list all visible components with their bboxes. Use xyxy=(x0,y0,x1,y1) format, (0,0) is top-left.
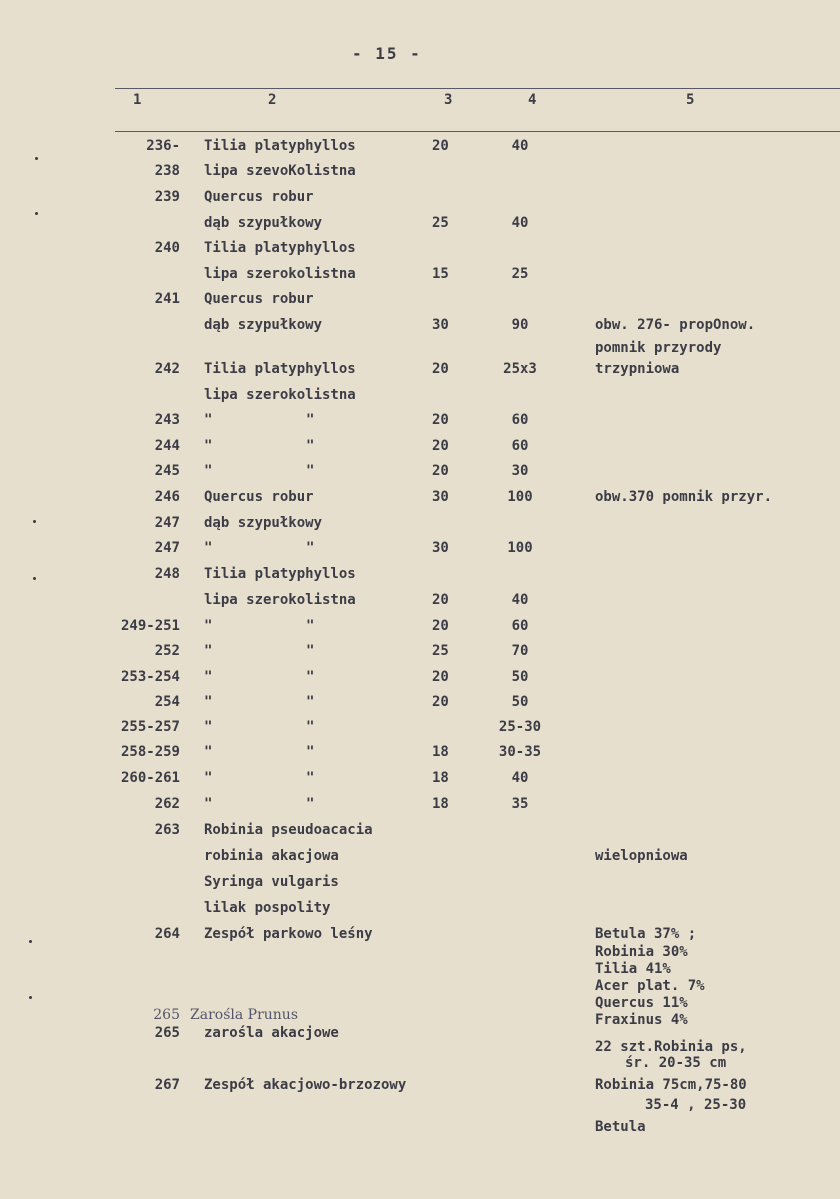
header-rule-bottom xyxy=(115,131,840,132)
table-row xyxy=(0,135,840,157)
species-name: " xyxy=(204,438,213,454)
table-row xyxy=(0,691,840,713)
column-header-3: 3 xyxy=(444,92,453,108)
ditto-mark: " xyxy=(306,540,315,556)
row-number: 248 xyxy=(154,566,180,582)
column-3-value: 18 xyxy=(432,744,449,760)
table-row xyxy=(0,819,840,841)
column-4-value: 35 xyxy=(511,796,529,812)
note: Robinia 75cm,75-80 xyxy=(595,1077,747,1093)
table-row xyxy=(0,537,840,559)
table-row xyxy=(0,237,840,259)
species-name: Robinia pseudoacacia xyxy=(204,822,373,838)
note: 22 szt.Robinia ps, xyxy=(595,1039,747,1055)
species-name: " xyxy=(204,744,213,760)
table-row xyxy=(0,793,840,815)
column-header-5: 5 xyxy=(686,92,695,108)
row-number: 264 xyxy=(154,926,180,942)
column-4-value: 60 xyxy=(511,618,529,634)
table-row xyxy=(0,512,840,534)
row-number: 238 xyxy=(154,163,180,179)
composition-entry: Robinia 30% xyxy=(595,944,688,960)
column-4-value: 70 xyxy=(511,643,529,659)
species-name: dąb szypułkowy xyxy=(204,515,323,531)
table-row xyxy=(0,337,840,359)
table-row xyxy=(0,871,840,893)
column-4-value: 50 xyxy=(511,694,529,710)
column-3-value: 20 xyxy=(432,438,449,454)
note-265-line2 xyxy=(0,1052,840,1074)
margin-mark xyxy=(35,157,38,160)
species-name: " xyxy=(204,412,213,428)
column-header-4: 4 xyxy=(528,92,537,108)
species-name: Zarośla Prunus xyxy=(190,1007,299,1023)
column-3-value: 25 xyxy=(432,643,449,659)
table-row xyxy=(0,263,840,285)
table-row xyxy=(0,160,840,182)
note: trzypniowa xyxy=(595,361,680,377)
margin-mark xyxy=(35,212,38,215)
page-number: - 15 - xyxy=(352,44,422,63)
column-3-value: 20 xyxy=(432,361,449,377)
column-3-value: 20 xyxy=(432,412,449,428)
note: obw. 276- propOnow. xyxy=(595,317,756,333)
margin-mark xyxy=(29,996,32,999)
column-3-value: 18 xyxy=(432,770,449,786)
row-number: 239 xyxy=(154,189,180,205)
note: śr. 20-35 cm xyxy=(625,1055,727,1071)
species-name: " xyxy=(204,643,213,659)
species-name: Quercus robur xyxy=(204,489,314,505)
composition-entry: Quercus 11% xyxy=(595,995,688,1011)
row-number: 244 xyxy=(154,438,180,454)
table-row xyxy=(0,288,840,310)
species-name: lilak pospolity xyxy=(204,900,331,916)
species-name: Tilia platyphyllos xyxy=(204,240,356,256)
table-row xyxy=(0,409,840,431)
table-row xyxy=(0,615,840,637)
species-name: lipa szerokolistna xyxy=(204,266,356,282)
column-4-value: 40 xyxy=(511,138,529,154)
ditto-mark: " xyxy=(306,694,315,710)
column-4-value: 40 xyxy=(511,215,529,231)
column-3-value: 20 xyxy=(432,463,449,479)
species-name: " xyxy=(204,669,213,685)
column-3-value: 20 xyxy=(432,138,449,154)
row-number: 245 xyxy=(154,463,180,479)
row-number: 241 xyxy=(154,291,180,307)
note: 35-4 , 25-30 xyxy=(645,1097,747,1113)
species-name: " xyxy=(204,618,213,634)
species-name: Quercus robur xyxy=(204,291,314,307)
table-row-267 xyxy=(0,1074,840,1096)
row-number: 263 xyxy=(154,822,180,838)
row-number: 258-259 xyxy=(120,744,180,760)
row-number: 262 xyxy=(154,796,180,812)
column-4-value: 60 xyxy=(511,412,529,428)
row-number: 240 xyxy=(154,240,180,256)
column-4-value: 40 xyxy=(511,592,529,608)
row-number: 255-257 xyxy=(120,719,180,735)
composition-line xyxy=(0,943,840,961)
table-row xyxy=(0,358,840,380)
ditto-mark: " xyxy=(306,719,315,735)
column-3-value: 20 xyxy=(432,669,449,685)
ditto-mark: " xyxy=(306,744,315,760)
species-name: Quercus robur xyxy=(204,189,314,205)
column-4-value: 25-30 xyxy=(498,719,542,735)
note: obw.370 pomnik przyr. xyxy=(595,489,773,505)
column-4-value: 30-35 xyxy=(498,744,542,760)
ditto-mark: " xyxy=(306,618,315,634)
species-name: dąb szypułkowy xyxy=(204,215,323,231)
species-name: Tilia platyphyllos xyxy=(204,138,356,154)
row-number: 242 xyxy=(154,361,180,377)
row-number: 236- xyxy=(146,138,180,154)
table-row xyxy=(0,486,840,508)
margin-mark xyxy=(29,940,32,943)
species-name: lipa szerokolistna xyxy=(204,387,356,403)
column-4-value: 30 xyxy=(511,463,529,479)
species-name: Syringa vulgaris xyxy=(204,874,339,890)
ditto-mark: " xyxy=(306,796,315,812)
column-3-value: 30 xyxy=(432,317,449,333)
table-row xyxy=(0,186,840,208)
table-row xyxy=(0,741,840,763)
table-row xyxy=(0,845,840,867)
ditto-mark: " xyxy=(306,770,315,786)
composition-entry: Fraxinus 4% xyxy=(595,1012,688,1028)
species-name: zarośla akacjowe xyxy=(204,1025,339,1041)
row-number: 243 xyxy=(154,412,180,428)
species-name: " xyxy=(204,463,213,479)
table-row xyxy=(0,460,840,482)
table-row xyxy=(0,212,840,234)
composition-line xyxy=(0,960,840,978)
table-row xyxy=(0,897,840,919)
species-name: Zespół parkowo leśny xyxy=(204,926,373,942)
table-row xyxy=(0,589,840,611)
table-row xyxy=(0,923,840,945)
column-4-value: 25 xyxy=(511,266,529,282)
column-4-value: 100 xyxy=(507,540,533,556)
table-row xyxy=(0,640,840,662)
row-number: 260-261 xyxy=(120,770,180,786)
species-name: " xyxy=(204,796,213,812)
table-row xyxy=(0,384,840,406)
row-number: 267 xyxy=(154,1077,180,1093)
row-number: 253-254 xyxy=(120,669,180,685)
species-name: " xyxy=(204,719,213,735)
column-4-value: 100 xyxy=(507,489,533,505)
column-4-value: 90 xyxy=(511,317,529,333)
species-name: dąb szypułkowy xyxy=(204,317,323,333)
column-4-value: 25x3 xyxy=(503,361,537,377)
ditto-mark: " xyxy=(306,412,315,428)
table-row xyxy=(0,716,840,738)
table-row xyxy=(0,435,840,457)
column-3-value: 18 xyxy=(432,796,449,812)
ditto-mark: " xyxy=(306,643,315,659)
row-number: 265 xyxy=(153,1007,180,1023)
column-4-value: 50 xyxy=(511,669,529,685)
note-267-line3 xyxy=(0,1116,840,1138)
species-name: " xyxy=(204,770,213,786)
row-number: 247 xyxy=(154,515,180,531)
species-name: Zespół akacjowo-brzozowy xyxy=(204,1077,407,1093)
note-267-line2 xyxy=(0,1094,840,1116)
margin-mark xyxy=(33,520,36,523)
note: Betula xyxy=(595,1119,646,1135)
row-number: 247 xyxy=(154,540,180,556)
margin-mark xyxy=(33,577,36,580)
note: wielopniowa xyxy=(595,848,688,864)
species-name: lipa szevoKolistna xyxy=(204,163,356,179)
column-3-value: 20 xyxy=(432,618,449,634)
table-row xyxy=(0,314,840,336)
note: Betula 37% ; xyxy=(595,926,697,942)
column-4-value: 40 xyxy=(511,770,529,786)
species-name: lipa szerokolistna xyxy=(204,592,356,608)
ditto-mark: " xyxy=(306,669,315,685)
ditto-mark: " xyxy=(306,438,315,454)
table-row xyxy=(0,666,840,688)
column-3-value: 30 xyxy=(432,540,449,556)
column-header-2: 2 xyxy=(268,92,277,108)
table-row xyxy=(0,767,840,789)
column-3-value: 30 xyxy=(432,489,449,505)
column-3-value: 20 xyxy=(432,592,449,608)
species-name: Tilia platyphyllos xyxy=(204,566,356,582)
row-number: 252 xyxy=(154,643,180,659)
header-rule-top xyxy=(115,88,840,89)
species-name: " xyxy=(204,540,213,556)
ditto-mark: " xyxy=(306,463,315,479)
column-3-value: 25 xyxy=(432,215,449,231)
column-header-1: 1 xyxy=(133,92,142,108)
composition-entry: Acer plat. 7% xyxy=(595,978,705,994)
composition-entry: Tilia 41% xyxy=(595,961,671,977)
row-number: 249-251 xyxy=(120,618,180,634)
table-row xyxy=(0,563,840,585)
composition-line xyxy=(0,977,840,995)
column-4-value: 60 xyxy=(511,438,529,454)
species-name: robinia akacjowa xyxy=(204,848,339,864)
row-number: 265 xyxy=(154,1025,180,1041)
row-number: 246 xyxy=(154,489,180,505)
column-3-value: 15 xyxy=(432,266,449,282)
species-name: " xyxy=(204,694,213,710)
species-name: Tilia platyphyllos xyxy=(204,361,356,377)
note: pomnik przyrody xyxy=(595,340,722,356)
column-3-value: 20 xyxy=(432,694,449,710)
row-number: 254 xyxy=(154,694,180,710)
